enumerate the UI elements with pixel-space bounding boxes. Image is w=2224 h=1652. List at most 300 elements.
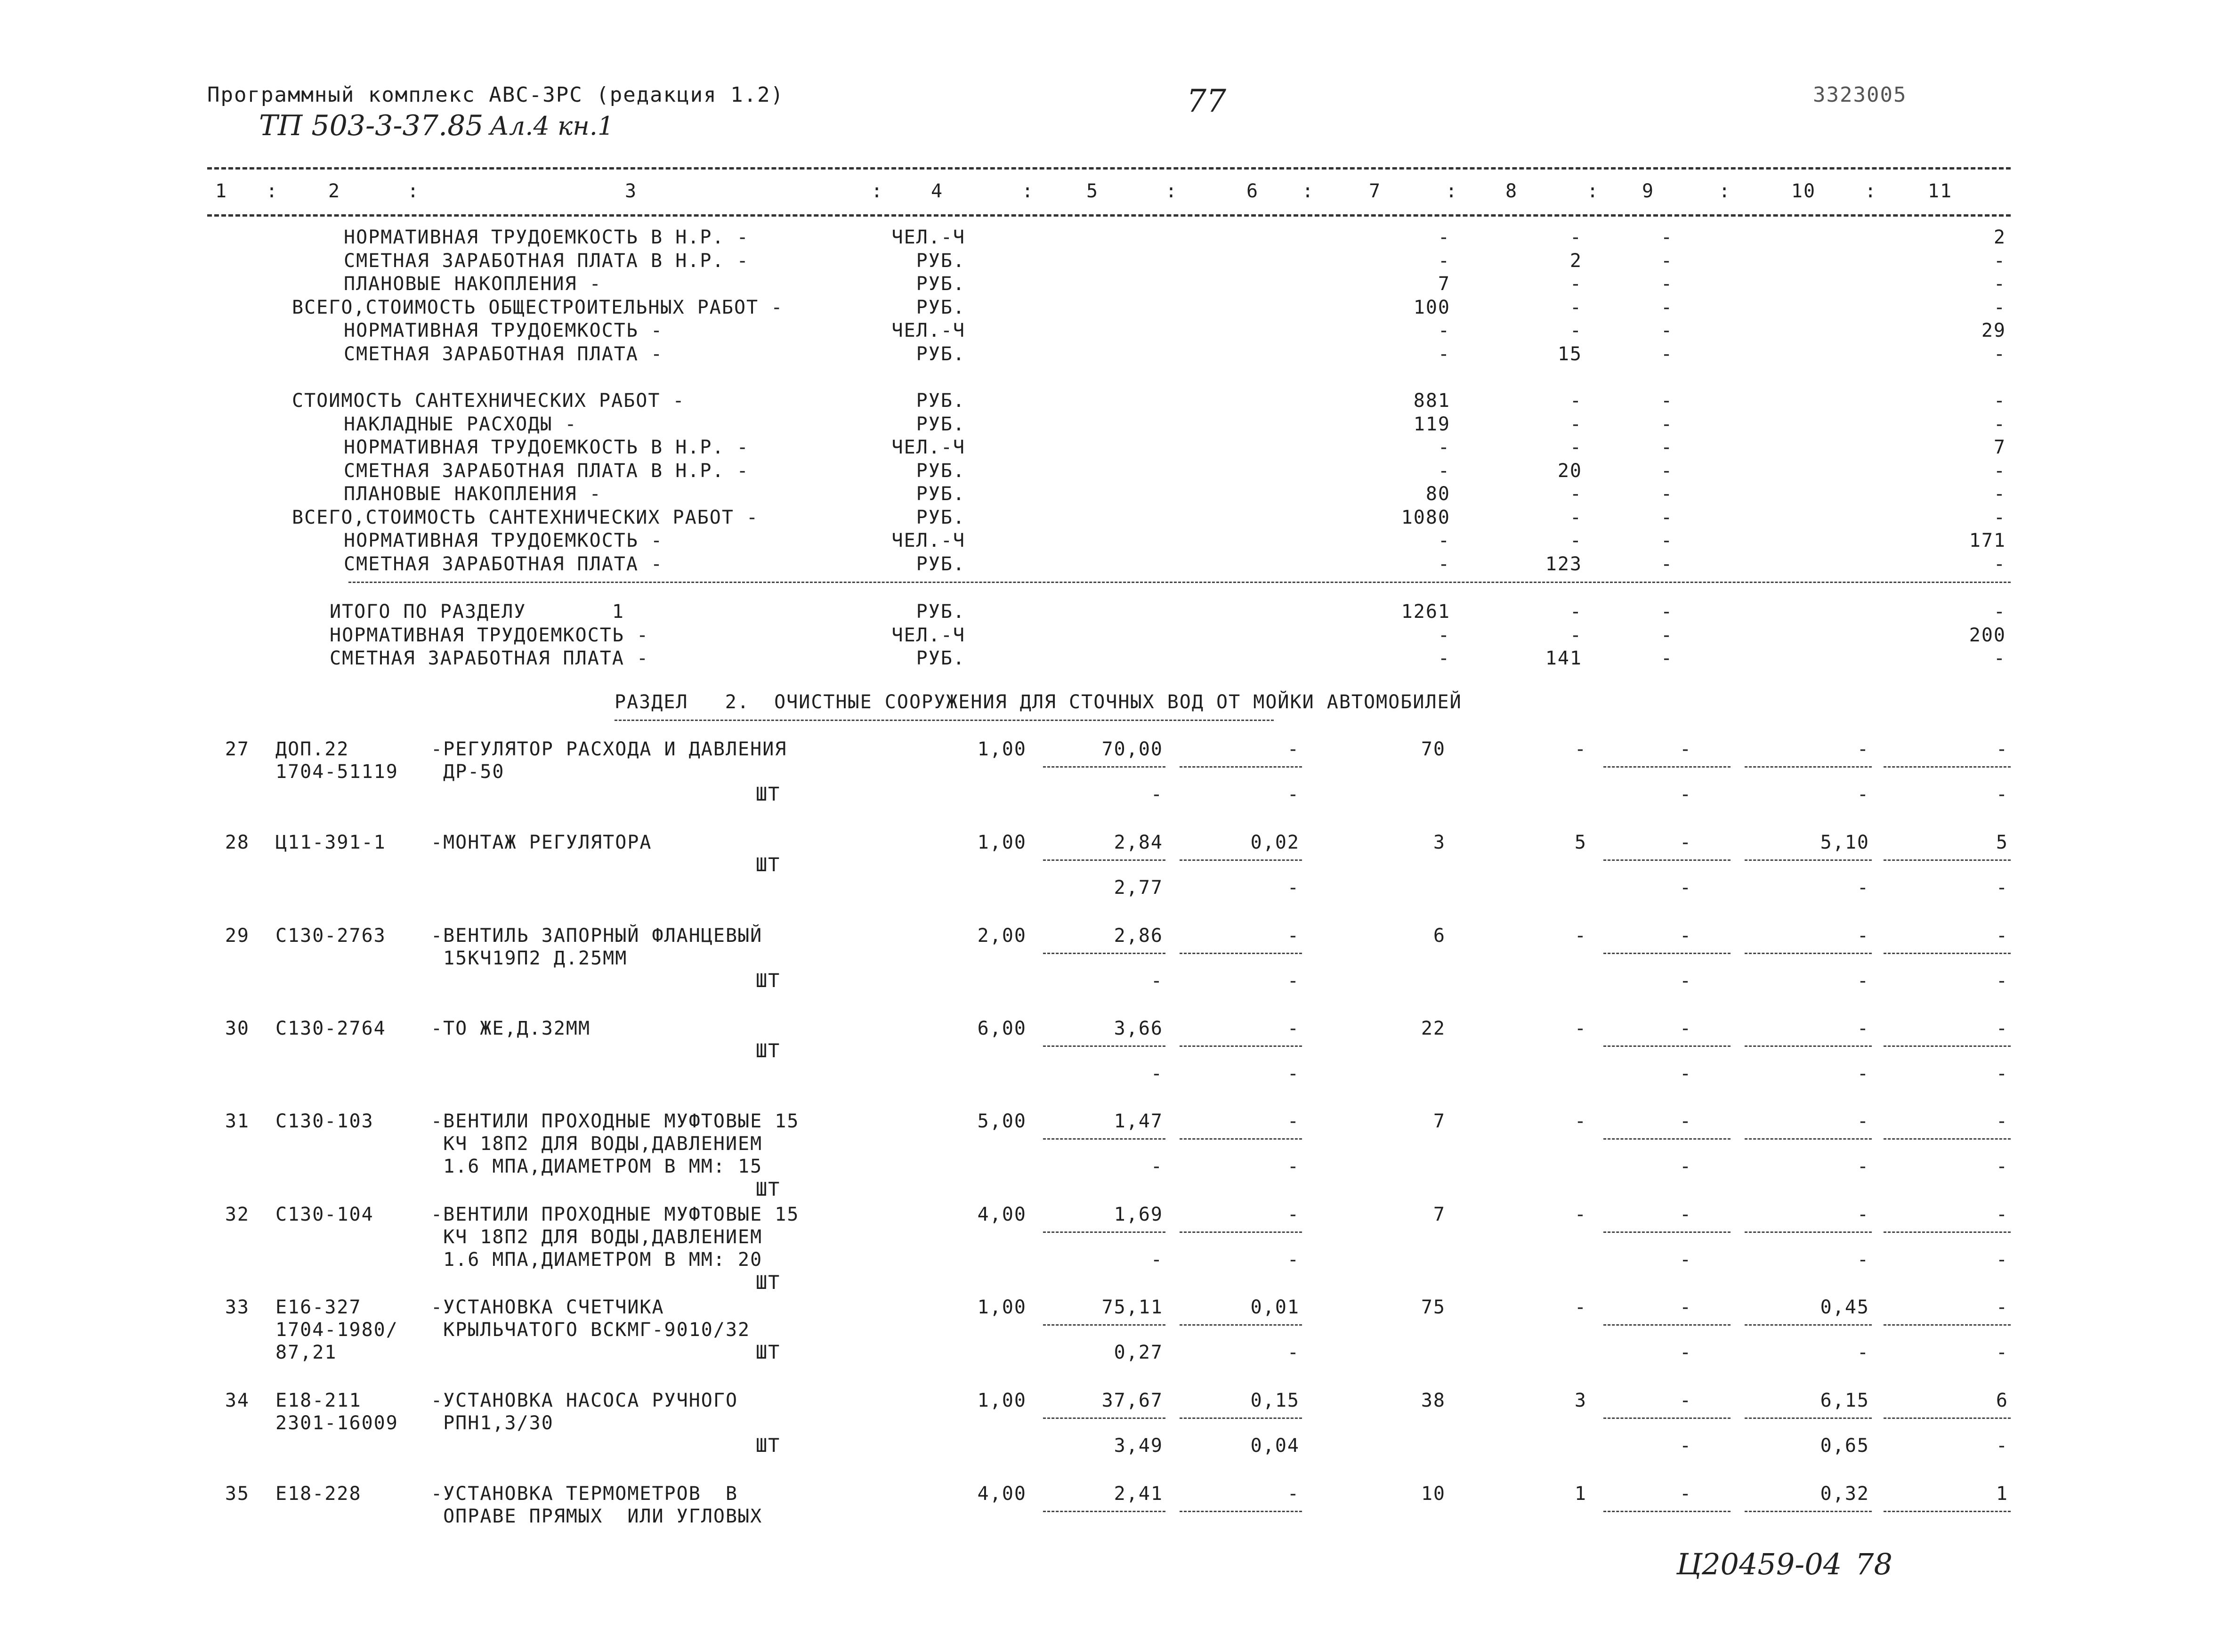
summary-unit: ЧЕЛ.-Ч (891, 227, 965, 248)
fraction-rule-col6 (1180, 1045, 1302, 1047)
column-separator: : (1022, 180, 1035, 202)
summary-col9: - (1660, 320, 1674, 341)
totals-rule (348, 582, 2011, 583)
doc-code: 3323005 (1813, 83, 1907, 107)
summary-col11: - (1993, 343, 2006, 365)
column-number: 5 (1086, 180, 1099, 202)
item-col10: - (1857, 925, 1869, 947)
item-name-line: КЧ 18П2 ДЛЯ ВОДЫ,ДАВЛЕНИЕМ (431, 1226, 763, 1248)
item-col6: 0,01 (1250, 1296, 1300, 1318)
item-name-line: -УСТАНОВКА НАСОСА РУЧНОГО (431, 1390, 738, 1411)
item-col11-lower: - (1996, 1063, 2008, 1085)
fraction-rule-col11 (1884, 953, 2011, 954)
fraction-rule-col9 (1603, 859, 1731, 861)
item-col9-lower: - (1679, 1156, 1692, 1177)
item-code-line2: 1704-1980/ (275, 1319, 398, 1341)
item-code-line2: 1704-51119 (275, 761, 398, 783)
item-code: С130-103 (275, 1110, 374, 1132)
summary-unit: РУБ. (916, 460, 965, 482)
total-unit: РУБ. (916, 648, 965, 669)
item-col10: - (1857, 1018, 1869, 1039)
item-col9: - (1679, 1018, 1692, 1039)
item-col9-lower: - (1679, 877, 1692, 899)
item-unit: ШТ (756, 784, 781, 805)
item-number: 34 (225, 1390, 250, 1411)
total-unit: РУБ. (916, 601, 965, 623)
summary-unit: РУБ. (916, 553, 965, 575)
item-col9: - (1679, 925, 1692, 947)
item-name-line: КРЫЛЬЧАТОГО ВСКМГ-9010/32 (431, 1319, 751, 1341)
summary-col11: 2 (1993, 227, 2006, 248)
summary-col8: - (1569, 413, 1582, 435)
fraction-rule-col9 (1603, 1045, 1731, 1047)
item-col10: - (1857, 1110, 1869, 1132)
item-col5-lower: - (1150, 970, 1163, 992)
summary-col8: - (1569, 437, 1582, 458)
item-col11: - (1996, 1110, 2008, 1132)
item-number: 27 (225, 738, 250, 760)
summary-col8: 15 (1557, 343, 1582, 365)
summary-label: СМЕТНАЯ ЗАРАБОТНАЯ ПЛАТА В Н.Р. - (344, 460, 749, 482)
item-quantity: 1,00 (977, 832, 1027, 853)
item-col6-lower: - (1287, 877, 1300, 899)
fraction-rule-col11 (1884, 1417, 2011, 1419)
fraction-rule-col5 (1043, 1045, 1165, 1047)
fraction-rule-col11 (1884, 766, 2011, 768)
item-col6: - (1287, 1110, 1300, 1132)
item-col5: 70,00 (1101, 738, 1163, 760)
fraction-rule-col9 (1603, 1324, 1731, 1326)
item-col5: 75,11 (1101, 1296, 1163, 1318)
item-col8: - (1574, 1204, 1587, 1225)
item-col10: - (1857, 738, 1869, 760)
fraction-rule-col10 (1745, 1511, 1872, 1512)
item-unit: ШТ (756, 1040, 781, 1062)
fraction-rule-col11 (1884, 1231, 2011, 1233)
column-number: 6 (1246, 180, 1259, 202)
summary-col8: - (1569, 273, 1582, 295)
item-code: Е16-327 (275, 1296, 362, 1318)
total-col7: - (1438, 624, 1450, 646)
item-code: С130-2764 (275, 1018, 386, 1039)
summary-col7: - (1438, 343, 1450, 365)
item-col10-lower: - (1857, 877, 1869, 899)
item-code: ДОП.22 (275, 738, 349, 760)
item-name-line: 1.6 МПА,ДИАМЕТРОМ В ММ: 15 (431, 1156, 763, 1177)
fraction-rule-col5 (1043, 766, 1165, 768)
item-col6: - (1287, 1483, 1300, 1505)
summary-col8: - (1569, 506, 1582, 528)
fraction-rule-col5 (1043, 953, 1165, 954)
item-col9: - (1679, 1296, 1692, 1318)
item-col6-lower: - (1287, 1063, 1300, 1085)
header-rule-top (207, 167, 2011, 170)
summary-col9: - (1660, 390, 1674, 412)
summary-col9: - (1660, 553, 1674, 575)
item-col10-lower: - (1857, 784, 1869, 805)
item-unit: ШТ (756, 1342, 781, 1363)
summary-label: НОРМАТИВНАЯ ТРУДОЕМКОСТЬ В Н.Р. - (344, 437, 749, 458)
summary-col8: 123 (1545, 553, 1582, 575)
item-col8: - (1574, 925, 1587, 947)
fraction-rule-col6 (1180, 859, 1302, 861)
summary-unit: РУБ. (916, 506, 965, 528)
column-separator: : (1865, 180, 1877, 202)
fraction-rule-col10 (1745, 1417, 1872, 1419)
item-col10-lower: - (1857, 1063, 1869, 1085)
item-code-line2: 2301-16009 (275, 1412, 398, 1434)
summary-col9: - (1660, 273, 1674, 295)
item-code: С130-104 (275, 1204, 374, 1225)
item-col11-lower: - (1996, 1342, 2008, 1363)
summary-col7: - (1438, 250, 1450, 272)
summary-label: ПЛАНОВЫЕ НАКОПЛЕНИЯ - (344, 483, 602, 505)
fraction-rule-col5 (1043, 859, 1165, 861)
summary-label: НАКЛАДНЫЕ РАСХОДЫ - (344, 413, 577, 435)
total-col11: 200 (1969, 624, 2006, 646)
column-separator: : (1165, 180, 1178, 202)
item-quantity: 2,00 (977, 925, 1027, 947)
item-unit: ШТ (756, 1179, 781, 1200)
fraction-rule-col10 (1745, 859, 1872, 861)
total-col9: - (1660, 648, 1674, 669)
item-name-line: -УСТАНОВКА ТЕРМОМЕТРОВ В (431, 1483, 738, 1505)
item-col10: 6,15 (1820, 1390, 1869, 1411)
item-col7: 10 (1421, 1483, 1446, 1505)
item-col9: - (1679, 1390, 1692, 1411)
fraction-rule-col10 (1745, 1324, 1872, 1326)
item-quantity: 6,00 (977, 1018, 1027, 1039)
column-number: 1 (215, 180, 228, 202)
fraction-rule-col9 (1603, 953, 1731, 954)
item-col7: 38 (1421, 1390, 1446, 1411)
fraction-rule-col10 (1745, 1138, 1872, 1140)
item-number: 32 (225, 1204, 250, 1225)
column-separator: : (407, 180, 420, 202)
item-col7: 70 (1421, 738, 1446, 760)
summary-unit: РУБ. (916, 296, 965, 318)
item-col11: - (1996, 1204, 2008, 1225)
item-col10-lower: - (1857, 1249, 1869, 1271)
section-title: РАЗДЕЛ 2. ОЧИСТНЫЕ СООРУЖЕНИЯ ДЛЯ СТОЧНЫХ ВОД ОТ МОЙКИ АВТОМОБИЛЕЙ (615, 691, 1462, 713)
item-col6: - (1287, 1204, 1300, 1225)
item-quantity: 1,00 (977, 1296, 1027, 1318)
handwritten-footer-code: Ц20459-04 (1676, 1547, 1842, 1581)
fraction-rule-col9 (1603, 1138, 1731, 1140)
summary-col11: - (1993, 273, 2006, 295)
item-col9: - (1679, 1204, 1692, 1225)
summary-col8: - (1569, 227, 1582, 248)
summary-col7: 119 (1413, 413, 1450, 435)
item-col8: 1 (1574, 1483, 1587, 1505)
summary-col11: - (1993, 296, 2006, 318)
item-col5: 37,67 (1101, 1390, 1163, 1411)
summary-col7: 1080 (1401, 506, 1450, 528)
summary-col11: 171 (1969, 530, 2006, 551)
column-separator: : (266, 180, 279, 202)
item-col6: 0,02 (1250, 832, 1300, 853)
item-col11: 5 (1996, 832, 2008, 853)
item-col5: 2,86 (1114, 925, 1163, 947)
summary-unit: РУБ. (916, 413, 965, 435)
summary-col8: - (1569, 483, 1582, 505)
total-col8: 141 (1545, 648, 1582, 669)
fraction-rule-col6 (1180, 1138, 1302, 1140)
item-col11: - (1996, 925, 2008, 947)
fraction-rule-col10 (1745, 766, 1872, 768)
item-col5: 1,47 (1114, 1110, 1163, 1132)
total-col8: - (1569, 624, 1582, 646)
item-col9-lower: - (1679, 1435, 1692, 1457)
fraction-rule-col9 (1603, 1417, 1731, 1419)
item-quantity: 1,00 (977, 1390, 1027, 1411)
item-col6: - (1287, 1018, 1300, 1039)
summary-label: СТОИМОСТЬ САНТЕХНИЧЕСКИХ РАБОТ - (292, 390, 685, 412)
summary-label: НОРМАТИВНАЯ ТРУДОЕМКОСТЬ - (344, 530, 663, 551)
item-col11: - (1996, 738, 2008, 760)
total-col9: - (1660, 624, 1674, 646)
item-col10: 5,10 (1820, 832, 1869, 853)
item-col6-lower: - (1287, 1342, 1300, 1363)
fraction-rule-col11 (1884, 1511, 2011, 1512)
fraction-rule-col11 (1884, 1324, 2011, 1326)
summary-col7: - (1438, 553, 1450, 575)
column-number: 9 (1642, 180, 1655, 202)
item-name-line: -ТО ЖЕ,Д.32ММ (431, 1018, 591, 1039)
fraction-rule-col5 (1043, 1138, 1165, 1140)
summary-unit: РУБ. (916, 390, 965, 412)
summary-col8: 2 (1569, 250, 1582, 272)
item-number: 35 (225, 1483, 250, 1505)
item-unit: ШТ (756, 970, 781, 992)
summary-label: НОРМАТИВНАЯ ТРУДОЕМКОСТЬ В Н.Р. - (344, 227, 749, 248)
item-col10: - (1857, 1204, 1869, 1225)
total-label: СМЕТНАЯ ЗАРАБОТНАЯ ПЛАТА - (330, 648, 649, 669)
item-name-line: ДР-50 (431, 761, 505, 783)
item-col11: 6 (1996, 1390, 2008, 1411)
item-col6-lower: - (1287, 970, 1300, 992)
total-unit: ЧЕЛ.-Ч (891, 624, 965, 646)
column-number: 2 (328, 180, 341, 202)
summary-col11: - (1993, 553, 2006, 575)
item-name-line: КЧ 18П2 ДЛЯ ВОДЫ,ДАВЛЕНИЕМ (431, 1133, 763, 1155)
summary-unit: ЧЕЛ.-Ч (891, 320, 965, 341)
item-col5-lower: - (1150, 1063, 1163, 1085)
item-code: Е18-228 (275, 1483, 362, 1505)
item-name-line: -МОНТАЖ РЕГУЛЯТОРА (431, 832, 652, 853)
item-col9: - (1679, 1483, 1692, 1505)
item-col6-lower: - (1287, 1249, 1300, 1271)
summary-label: СМЕТНАЯ ЗАРАБОТНАЯ ПЛАТА В Н.Р. - (344, 250, 749, 272)
fraction-rule-col10 (1745, 953, 1872, 954)
item-col8: - (1574, 1018, 1587, 1039)
summary-col9: - (1660, 227, 1674, 248)
summary-unit: РУБ. (916, 273, 965, 295)
page-number: 77 (1187, 83, 1226, 119)
item-col11: 1 (1996, 1483, 2008, 1505)
item-col10: 0,45 (1820, 1296, 1869, 1318)
fraction-rule-col11 (1884, 1045, 2011, 1047)
fraction-rule-col11 (1884, 859, 2011, 861)
item-col6: 0,15 (1250, 1390, 1300, 1411)
summary-col8: - (1569, 530, 1582, 551)
item-col10-lower: 0,65 (1820, 1435, 1869, 1457)
total-col11: - (1993, 648, 2006, 669)
item-name-line: ОПРАВЕ ПРЯМЫХ ИЛИ УГЛОВЫХ (431, 1506, 763, 1527)
fraction-rule-col6 (1180, 1231, 1302, 1233)
item-unit: ШТ (756, 1272, 781, 1294)
item-name-line: -УСТАНОВКА СЧЕТЧИКА (431, 1296, 664, 1318)
item-quantity: 5,00 (977, 1110, 1027, 1132)
summary-col9: - (1660, 437, 1674, 458)
item-col7: 3 (1433, 832, 1446, 853)
summary-label: ВСЕГО,СТОИМОСТЬ САНТЕХНИЧЕСКИХ РАБОТ - (292, 506, 759, 528)
item-col5-lower: 2,77 (1114, 877, 1163, 899)
summary-col8: - (1569, 320, 1582, 341)
fraction-rule-col9 (1603, 1511, 1731, 1512)
item-col10-lower: - (1857, 970, 1869, 992)
summary-col9: - (1660, 250, 1674, 272)
item-number: 28 (225, 832, 250, 853)
column-number: 8 (1505, 180, 1518, 202)
item-col6-lower: 0,04 (1250, 1435, 1300, 1457)
summary-col9: - (1660, 413, 1674, 435)
item-col11-lower: - (1996, 1156, 2008, 1177)
item-col6: - (1287, 738, 1300, 760)
column-number: 3 (624, 180, 638, 202)
item-col9-lower: - (1679, 1342, 1692, 1363)
item-code: С130-2763 (275, 925, 386, 947)
summary-col11: - (1993, 413, 2006, 435)
item-col9: - (1679, 832, 1692, 853)
item-col6-lower: - (1287, 1156, 1300, 1177)
summary-col7: 7 (1438, 273, 1450, 295)
item-col7: 22 (1421, 1018, 1446, 1039)
summary-label: НОРМАТИВНАЯ ТРУДОЕМКОСТЬ - (344, 320, 663, 341)
column-separator: : (1446, 180, 1458, 202)
item-col6: - (1287, 925, 1300, 947)
item-col11-lower: - (1996, 970, 2008, 992)
item-col9-lower: - (1679, 784, 1692, 805)
summary-label: СМЕТНАЯ ЗАРАБОТНАЯ ПЛАТА - (344, 553, 663, 575)
fraction-rule-col6 (1180, 1324, 1302, 1326)
item-col10-lower: - (1857, 1342, 1869, 1363)
column-separator: : (1587, 180, 1600, 202)
fraction-rule-col6 (1180, 1511, 1302, 1512)
summary-col8: - (1569, 296, 1582, 318)
item-col5: 2,41 (1114, 1483, 1163, 1505)
summary-col7: 100 (1413, 296, 1450, 318)
summary-col7: - (1438, 460, 1450, 482)
summary-col9: - (1660, 460, 1674, 482)
total-col11: - (1993, 601, 2006, 623)
item-col7: 7 (1433, 1110, 1446, 1132)
item-col11: - (1996, 1296, 2008, 1318)
item-col9: - (1679, 738, 1692, 760)
item-col9-lower: - (1679, 1063, 1692, 1085)
item-quantity: 1,00 (977, 738, 1027, 760)
fraction-rule-col5 (1043, 1231, 1165, 1233)
total-col7: 1261 (1401, 601, 1450, 623)
summary-col9: - (1660, 343, 1674, 365)
total-label: НОРМАТИВНАЯ ТРУДОЕМКОСТЬ - (330, 624, 649, 646)
item-col9-lower: - (1679, 970, 1692, 992)
header-rule-bottom (207, 214, 2011, 217)
item-name-line: -ВЕНТИЛИ ПРОХОДНЫЕ МУФТОВЫЕ 15 (431, 1110, 800, 1132)
item-col8: - (1574, 1110, 1587, 1132)
summary-col9: - (1660, 483, 1674, 505)
fraction-rule-col6 (1180, 766, 1302, 768)
column-number: 11 (1927, 180, 1953, 202)
summary-unit: ЧЕЛ.-Ч (891, 530, 965, 551)
item-name-line: 15КЧ19П2 Д.25ММ (431, 947, 628, 969)
item-name-line: 1.6 МПА,ДИАМЕТРОМ В ММ: 20 (431, 1249, 763, 1271)
item-number: 33 (225, 1296, 250, 1318)
column-separator: : (1719, 180, 1731, 202)
summary-unit: РУБ. (916, 250, 965, 272)
item-code: Е18-211 (275, 1390, 362, 1411)
item-col10: 0,32 (1820, 1483, 1869, 1505)
item-col5-lower: - (1150, 1156, 1163, 1177)
item-name-line: -РЕГУЛЯТОР РАСХОДА И ДАВЛЕНИЯ (431, 738, 787, 760)
summary-unit: РУБ. (916, 343, 965, 365)
fraction-rule-col9 (1603, 766, 1731, 768)
item-quantity: 4,00 (977, 1483, 1027, 1505)
summary-label: ВСЕГО,СТОИМОСТЬ ОБЩЕСТРОИТЕЛЬНЫХ РАБОТ - (292, 296, 784, 318)
summary-col11: - (1993, 250, 2006, 272)
item-name-line: РПН1,3/30 (431, 1412, 554, 1434)
fraction-rule-col5 (1043, 1417, 1165, 1419)
item-col11-lower: - (1996, 877, 2008, 899)
item-col5-lower: - (1150, 784, 1163, 805)
item-unit: ШТ (756, 854, 781, 876)
column-number: 7 (1368, 180, 1382, 202)
item-col5-lower: 3,49 (1114, 1435, 1163, 1457)
summary-col7: - (1438, 320, 1450, 341)
item-col5-lower: 0,27 (1114, 1342, 1163, 1363)
column-separator: : (1302, 180, 1315, 202)
column-number: 10 (1791, 180, 1816, 202)
column-separator: : (871, 180, 884, 202)
fraction-rule-col10 (1745, 1231, 1872, 1233)
summary-col7: 80 (1425, 483, 1450, 505)
summary-col9: - (1660, 296, 1674, 318)
fraction-rule-col6 (1180, 953, 1302, 954)
item-col8: 3 (1574, 1390, 1587, 1411)
summary-col11: 29 (1981, 320, 2006, 341)
item-code: Ц11-391-1 (275, 832, 386, 853)
item-code-line3: 87,21 (275, 1342, 337, 1363)
handwritten-album: Ал.4 кн.1 (490, 111, 614, 141)
total-col9: - (1660, 601, 1674, 623)
summary-unit: РУБ. (916, 483, 965, 505)
item-col10-lower: - (1857, 1156, 1869, 1177)
fraction-rule-col10 (1745, 1045, 1872, 1047)
item-col5-lower: - (1150, 1249, 1163, 1271)
fraction-rule-col9 (1603, 1231, 1731, 1233)
summary-col9: - (1660, 506, 1674, 528)
item-number: 29 (225, 925, 250, 947)
total-col8: - (1569, 601, 1582, 623)
item-col5: 3,66 (1114, 1018, 1163, 1039)
summary-col11: 7 (1993, 437, 2006, 458)
item-unit: ШТ (756, 1435, 781, 1457)
item-col8: - (1574, 738, 1587, 760)
total-col7: - (1438, 648, 1450, 669)
summary-unit: ЧЕЛ.-Ч (891, 437, 965, 458)
summary-col8: - (1569, 390, 1582, 412)
item-number: 31 (225, 1110, 250, 1132)
